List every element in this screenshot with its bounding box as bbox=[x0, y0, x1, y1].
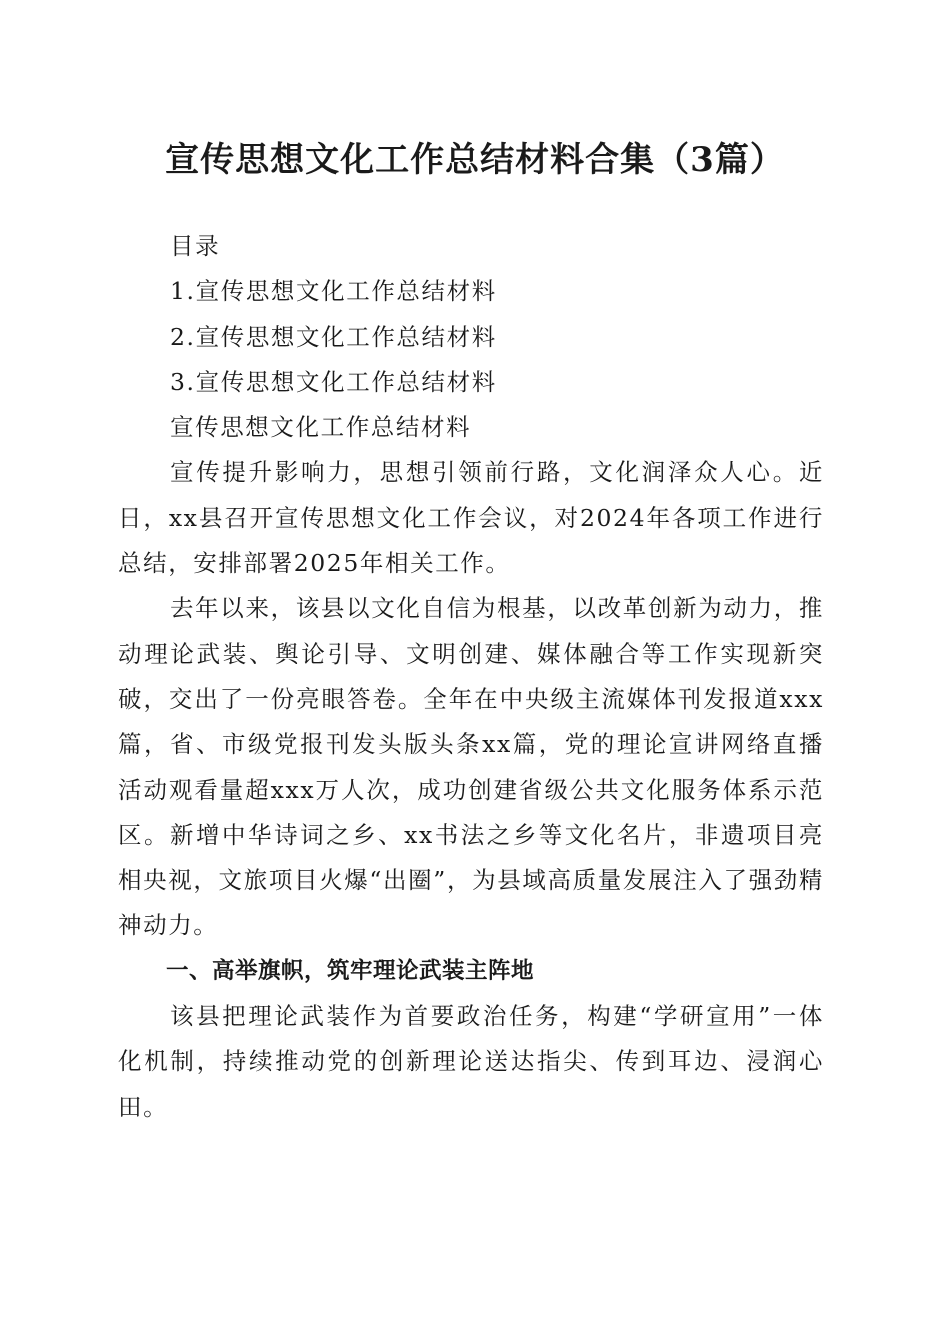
toc-item-1: 1.宣传思想文化工作总结材料 bbox=[170, 277, 497, 306]
toc-heading: 目录 bbox=[170, 232, 221, 260]
document-body bbox=[118, 224, 824, 1130]
document-title: 宣传思想文化工作总结材料合集（3篇） bbox=[165, 140, 785, 180]
toc-item-3: 3.宣传思想文化工作总结材料 bbox=[170, 367, 497, 396]
paragraph-section-1: 该县把理论武装作为首要政治任务，构建“学研宣用”一体化机制，持续推动党的创新理论送达指尖、传到耳边、浸润心田。 bbox=[118, 1002, 824, 1121]
article-title: 宣传思想文化工作总结材料 bbox=[170, 413, 472, 442]
paragraph-intro: 宣传提升影响力，思想引领前行路，文化润泽众人心。近日，xx县召开宣传思想文化工作会议，对2024年各项工作进行总结，安排部署2025年相关工作。 bbox=[118, 458, 824, 578]
paragraph-summary: 去年以来，该县以文化自信为根基，以改革创新为动力，推动理论武装、舆论引导、文明创建、媒体融合等工作实现新突破，交出了一份亮眼答卷。全年在中央级主流媒体刊发报道xxx篇，省、市级党报刊发头版头条xx篇，党的理论宣讲网络直播活动观看量超xxx万人次，成功创建省级公共文化服务体系示范区。新增中华诗词之乡、xx书法之乡等文化名片，非遗项目亮相央视，文旅项目火爆“出圈”，为县域高质量发展注入了强劲精神动力。 bbox=[118, 594, 824, 940]
toc-item-2: 2.宣传思想文化工作总结材料 bbox=[170, 322, 497, 351]
section-heading: 一、高举旗帜，筑牢理论武装主阵地 bbox=[166, 957, 535, 984]
